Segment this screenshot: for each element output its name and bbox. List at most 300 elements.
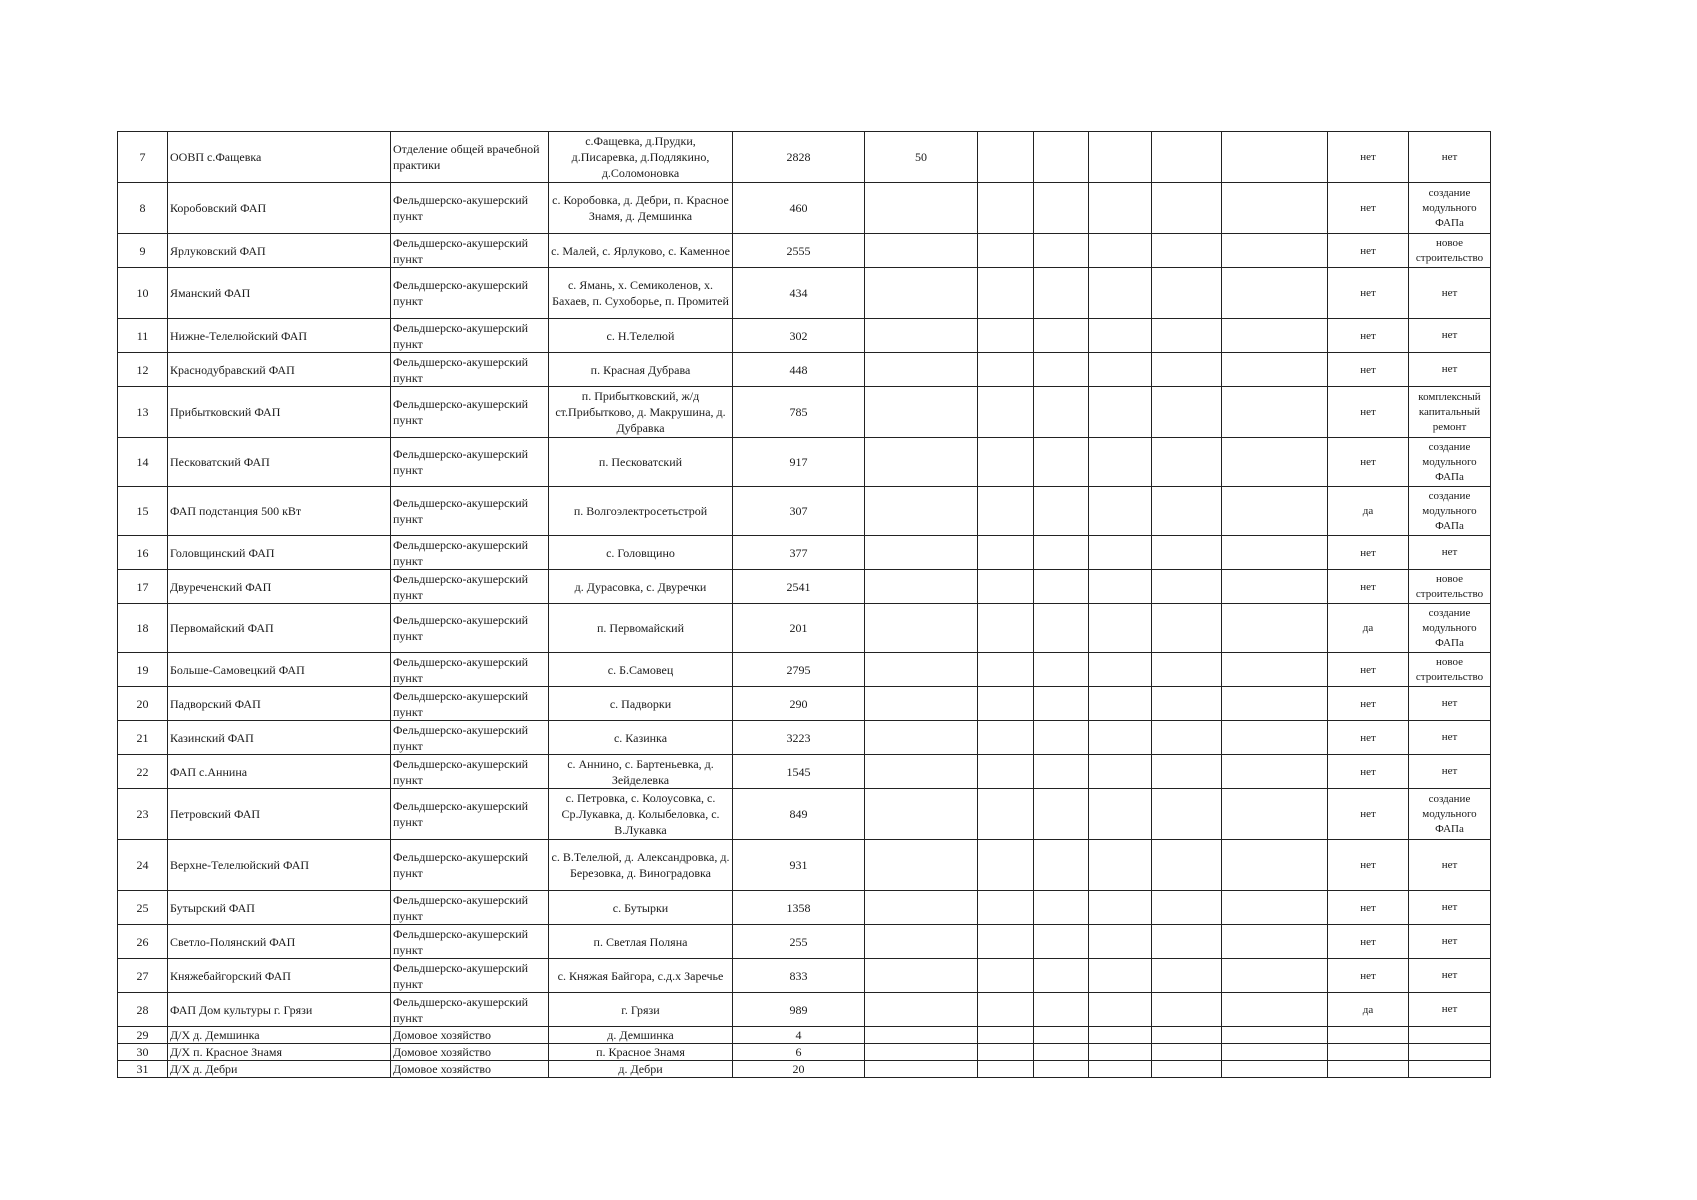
empty-cell [978, 353, 1034, 387]
action-cell: нет [1409, 687, 1491, 721]
empty-cell [978, 687, 1034, 721]
facility-name: Двуреченский ФАП [168, 570, 391, 604]
facility-type: Отделение общей врачебной практики [391, 132, 549, 183]
empty-cell [978, 438, 1034, 487]
empty-cell [1034, 993, 1089, 1027]
empty-cell [978, 959, 1034, 993]
value-cell [865, 570, 978, 604]
empty-cell [1222, 438, 1328, 487]
empty-cell [978, 387, 1034, 438]
empty-cell [1152, 1027, 1222, 1044]
table-row [118, 234, 1491, 268]
empty-cell [1152, 789, 1222, 840]
facility-name: Петровский ФАП [168, 789, 391, 840]
flag-cell: нет [1328, 925, 1409, 959]
served-localities: д. Демшинка [549, 1027, 733, 1044]
facility-type: Фельдшерско-акушерский пункт [391, 687, 549, 721]
population: 833 [733, 959, 865, 993]
table-row [118, 721, 1491, 755]
facility-type: Фельдшерско-акушерский пункт [391, 721, 549, 755]
action-cell: нет [1409, 891, 1491, 925]
facility-name: Первомайский ФАП [168, 604, 391, 653]
empty-cell [978, 1027, 1034, 1044]
served-localities: с. Малей, с. Ярлуково, с. Каменное [549, 234, 733, 268]
row-number: 23 [118, 789, 168, 840]
facilities-table [117, 131, 1491, 1078]
facility-name: Верхне-Телелюйский ФАП [168, 840, 391, 891]
served-localities: п. Первомайский [549, 604, 733, 653]
row-number: 20 [118, 687, 168, 721]
empty-cell [1152, 132, 1222, 183]
empty-cell [1089, 536, 1152, 570]
served-localities: с.Фащевка, д.Прудки, д.Писаревка, д.Подлякино, д.Соломоновка [549, 132, 733, 183]
value-cell [865, 959, 978, 993]
value-cell [865, 268, 978, 319]
facility-name: ФАП подстанция 500 кВт [168, 487, 391, 536]
facility-type: Фельдшерско-акушерский пункт [391, 234, 549, 268]
action-cell: нет [1409, 993, 1491, 1027]
empty-cell [1089, 183, 1152, 234]
action-cell [1409, 1061, 1491, 1078]
row-number: 24 [118, 840, 168, 891]
table-row [118, 925, 1491, 959]
facility-type: Фельдшерско-акушерский пункт [391, 653, 549, 687]
empty-cell [1089, 438, 1152, 487]
table-row [118, 132, 1491, 183]
empty-cell [978, 1061, 1034, 1078]
population: 434 [733, 268, 865, 319]
value-cell [865, 721, 978, 755]
population: 2828 [733, 132, 865, 183]
empty-cell [1222, 721, 1328, 755]
value-cell [865, 1061, 978, 1078]
empty-cell [978, 234, 1034, 268]
empty-cell [1152, 604, 1222, 653]
empty-cell [1222, 183, 1328, 234]
action-cell: нет [1409, 925, 1491, 959]
empty-cell [1152, 755, 1222, 789]
empty-cell [1089, 789, 1152, 840]
empty-cell [1034, 1061, 1089, 1078]
row-number: 22 [118, 755, 168, 789]
flag-cell: да [1328, 487, 1409, 536]
facility-name: ФАП с.Аннина [168, 755, 391, 789]
empty-cell [1222, 353, 1328, 387]
empty-cell [1034, 789, 1089, 840]
empty-cell [1222, 570, 1328, 604]
empty-cell [1034, 891, 1089, 925]
flag-cell: да [1328, 993, 1409, 1027]
row-number: 8 [118, 183, 168, 234]
empty-cell [1152, 653, 1222, 687]
flag-cell: нет [1328, 353, 1409, 387]
facility-type: Фельдшерско-акушерский пункт [391, 536, 549, 570]
value-cell [865, 536, 978, 570]
empty-cell [1034, 755, 1089, 789]
flag-cell: да [1328, 604, 1409, 653]
empty-cell [1152, 840, 1222, 891]
row-number: 16 [118, 536, 168, 570]
table-row [118, 653, 1491, 687]
empty-cell [1152, 536, 1222, 570]
action-cell: нет [1409, 959, 1491, 993]
empty-cell [1089, 319, 1152, 353]
empty-cell [1089, 1061, 1152, 1078]
row-number: 7 [118, 132, 168, 183]
action-cell: создание модульного ФАПа [1409, 604, 1491, 653]
empty-cell [1034, 132, 1089, 183]
empty-cell [1089, 891, 1152, 925]
facility-name: Больше-Самовецкий ФАП [168, 653, 391, 687]
action-cell: нет [1409, 132, 1491, 183]
empty-cell [1222, 789, 1328, 840]
flag-cell: нет [1328, 319, 1409, 353]
empty-cell [1222, 132, 1328, 183]
flag-cell: нет [1328, 570, 1409, 604]
empty-cell [978, 840, 1034, 891]
action-cell: нет [1409, 840, 1491, 891]
table-row [118, 840, 1491, 891]
population: 3223 [733, 721, 865, 755]
empty-cell [1089, 132, 1152, 183]
served-localities: с. Б.Самовец [549, 653, 733, 687]
table-row [118, 387, 1491, 438]
row-number: 10 [118, 268, 168, 319]
empty-cell [1152, 959, 1222, 993]
empty-cell [1089, 234, 1152, 268]
flag-cell: нет [1328, 387, 1409, 438]
empty-cell [1034, 959, 1089, 993]
facility-type: Фельдшерско-акушерский пункт [391, 604, 549, 653]
flag-cell: нет [1328, 789, 1409, 840]
empty-cell [978, 993, 1034, 1027]
empty-cell [1034, 1027, 1089, 1044]
empty-cell [1152, 353, 1222, 387]
empty-cell [1034, 721, 1089, 755]
empty-cell [1222, 1061, 1328, 1078]
facility-name: Падворский ФАП [168, 687, 391, 721]
value-cell [865, 387, 978, 438]
empty-cell [978, 891, 1034, 925]
empty-cell [978, 1044, 1034, 1061]
empty-cell [1034, 1044, 1089, 1061]
table-row [118, 319, 1491, 353]
table-row [118, 353, 1491, 387]
facility-name: Д/Х п. Красное Знамя [168, 1044, 391, 1061]
flag-cell: нет [1328, 840, 1409, 891]
facility-type: Домовое хозяйство [391, 1044, 549, 1061]
empty-cell [1089, 653, 1152, 687]
facility-type: Фельдшерско-акушерский пункт [391, 891, 549, 925]
table-row [118, 891, 1491, 925]
empty-cell [1222, 536, 1328, 570]
facility-name: Прибытковский ФАП [168, 387, 391, 438]
served-localities: д. Дурасовка, с. Двуречки [549, 570, 733, 604]
served-localities: с. Коробовка, д. Дебри, п. Красное Знамя, д. Демшинка [549, 183, 733, 234]
facility-type: Фельдшерско-акушерский пункт [391, 959, 549, 993]
table-row [118, 536, 1491, 570]
empty-cell [1222, 319, 1328, 353]
flag-cell: нет [1328, 959, 1409, 993]
action-cell: создание модульного ФАПа [1409, 438, 1491, 487]
served-localities: с. Бутырки [549, 891, 733, 925]
empty-cell [1089, 993, 1152, 1027]
empty-cell [1034, 353, 1089, 387]
served-localities: п. Светлая Поляна [549, 925, 733, 959]
empty-cell [1089, 840, 1152, 891]
empty-cell [1152, 268, 1222, 319]
empty-cell [1152, 387, 1222, 438]
facility-type: Домовое хозяйство [391, 1061, 549, 1078]
facility-name: ООВП с.Фащевка [168, 132, 391, 183]
empty-cell [1152, 1044, 1222, 1061]
served-localities: с. Княжая Байгора, с.д.х Заречье [549, 959, 733, 993]
facility-type: Фельдшерско-акушерский пункт [391, 353, 549, 387]
empty-cell [1222, 687, 1328, 721]
flag-cell [1328, 1061, 1409, 1078]
table-row [118, 604, 1491, 653]
population: 6 [733, 1044, 865, 1061]
population: 290 [733, 687, 865, 721]
empty-cell [978, 925, 1034, 959]
served-localities: д. Дебри [549, 1061, 733, 1078]
served-localities: с. Н.Телелюй [549, 319, 733, 353]
facility-name: ФАП Дом культуры г. Грязи [168, 993, 391, 1027]
table-body [118, 132, 1491, 1078]
empty-cell [1152, 891, 1222, 925]
table-row [118, 438, 1491, 487]
population: 917 [733, 438, 865, 487]
empty-cell [1152, 438, 1222, 487]
empty-cell [1222, 755, 1328, 789]
facility-name: Светло-Полянский ФАП [168, 925, 391, 959]
value-cell [865, 1027, 978, 1044]
facility-name: Песковатский ФАП [168, 438, 391, 487]
value-cell [865, 353, 978, 387]
row-number: 14 [118, 438, 168, 487]
empty-cell [1152, 1061, 1222, 1078]
empty-cell [1152, 721, 1222, 755]
value-cell [865, 319, 978, 353]
empty-cell [1034, 653, 1089, 687]
value-cell [865, 183, 978, 234]
table-row [118, 1061, 1491, 1078]
table-row [118, 268, 1491, 319]
empty-cell [978, 487, 1034, 536]
facility-type: Фельдшерско-акушерский пункт [391, 925, 549, 959]
facility-type: Фельдшерско-акушерский пункт [391, 268, 549, 319]
facility-type: Фельдшерско-акушерский пункт [391, 755, 549, 789]
facility-type: Фельдшерско-акушерский пункт [391, 789, 549, 840]
empty-cell [1152, 570, 1222, 604]
facility-name: Краснодубравский ФАП [168, 353, 391, 387]
flag-cell: нет [1328, 687, 1409, 721]
action-cell: нет [1409, 755, 1491, 789]
empty-cell [1089, 755, 1152, 789]
population: 377 [733, 536, 865, 570]
value-cell [865, 789, 978, 840]
row-number: 29 [118, 1027, 168, 1044]
empty-cell [1034, 487, 1089, 536]
action-cell: нет [1409, 268, 1491, 319]
facility-type: Фельдшерско-акушерский пункт [391, 183, 549, 234]
empty-cell [1089, 1044, 1152, 1061]
empty-cell [1089, 1027, 1152, 1044]
population: 931 [733, 840, 865, 891]
row-number: 21 [118, 721, 168, 755]
flag-cell: нет [1328, 891, 1409, 925]
population: 785 [733, 387, 865, 438]
served-localities: с. Ямань, х. Семиколенов, х. Бахаев, п. Сухоборье, п. Промитей [549, 268, 733, 319]
value-cell [865, 234, 978, 268]
table-row [118, 487, 1491, 536]
flag-cell [1328, 1044, 1409, 1061]
action-cell [1409, 1044, 1491, 1061]
population: 307 [733, 487, 865, 536]
facility-name: Д/Х д. Дебри [168, 1061, 391, 1078]
facility-name: Нижне-Телелюйский ФАП [168, 319, 391, 353]
facility-name: Коробовский ФАП [168, 183, 391, 234]
served-localities: п. Волгоэлектросетьстрой [549, 487, 733, 536]
table-row [118, 570, 1491, 604]
row-number: 26 [118, 925, 168, 959]
empty-cell [1034, 268, 1089, 319]
flag-cell: нет [1328, 755, 1409, 789]
empty-cell [1089, 387, 1152, 438]
empty-cell [1152, 319, 1222, 353]
served-localities: п. Красная Дубрава [549, 353, 733, 387]
flag-cell: нет [1328, 234, 1409, 268]
row-number: 11 [118, 319, 168, 353]
facility-type: Фельдшерско-акушерский пункт [391, 487, 549, 536]
empty-cell [1222, 268, 1328, 319]
empty-cell [1089, 487, 1152, 536]
action-cell: комплексный капитальный ремонт [1409, 387, 1491, 438]
action-cell: новое строительство [1409, 570, 1491, 604]
empty-cell [1034, 840, 1089, 891]
served-localities: с. Казинка [549, 721, 733, 755]
value-cell [865, 438, 978, 487]
action-cell: нет [1409, 319, 1491, 353]
empty-cell [978, 653, 1034, 687]
population: 448 [733, 353, 865, 387]
row-number: 25 [118, 891, 168, 925]
row-number: 31 [118, 1061, 168, 1078]
value-cell [865, 653, 978, 687]
empty-cell [1222, 604, 1328, 653]
empty-cell [1089, 604, 1152, 653]
served-localities: г. Грязи [549, 993, 733, 1027]
empty-cell [978, 755, 1034, 789]
facility-name: Княжебайгорский ФАП [168, 959, 391, 993]
action-cell: новое строительство [1409, 234, 1491, 268]
empty-cell [978, 789, 1034, 840]
served-localities: с. Головщино [549, 536, 733, 570]
value-cell [865, 925, 978, 959]
value-cell [865, 755, 978, 789]
empty-cell [1089, 687, 1152, 721]
empty-cell [1222, 234, 1328, 268]
empty-cell [1034, 687, 1089, 721]
empty-cell [1089, 959, 1152, 993]
population: 2555 [733, 234, 865, 268]
empty-cell [1222, 1027, 1328, 1044]
served-localities: с. Петровка, с. Колоусовка, с. Ср.Лукавка, д. Колыбеловка, с. В.Лукавка [549, 789, 733, 840]
empty-cell [1222, 993, 1328, 1027]
flag-cell: нет [1328, 653, 1409, 687]
empty-cell [1152, 687, 1222, 721]
population: 201 [733, 604, 865, 653]
facility-type: Фельдшерско-акушерский пункт [391, 387, 549, 438]
action-cell: создание модульного ФАПа [1409, 789, 1491, 840]
row-number: 19 [118, 653, 168, 687]
row-number: 27 [118, 959, 168, 993]
empty-cell [978, 183, 1034, 234]
empty-cell [1222, 840, 1328, 891]
action-cell: создание модульного ФАПа [1409, 183, 1491, 234]
action-cell [1409, 1027, 1491, 1044]
population: 4 [733, 1027, 865, 1044]
empty-cell [1034, 319, 1089, 353]
row-number: 18 [118, 604, 168, 653]
value-cell [865, 1044, 978, 1061]
table-row [118, 183, 1491, 234]
value-cell [865, 993, 978, 1027]
action-cell: нет [1409, 353, 1491, 387]
table-row [118, 959, 1491, 993]
empty-cell [1152, 183, 1222, 234]
empty-cell [1034, 438, 1089, 487]
facility-name: Яманский ФАП [168, 268, 391, 319]
empty-cell [978, 604, 1034, 653]
empty-cell [978, 319, 1034, 353]
population: 255 [733, 925, 865, 959]
facility-type: Фельдшерско-акушерский пункт [391, 438, 549, 487]
value-cell [865, 891, 978, 925]
table-row [118, 1044, 1491, 1061]
empty-cell [978, 536, 1034, 570]
action-cell: новое строительство [1409, 653, 1491, 687]
population: 302 [733, 319, 865, 353]
empty-cell [1034, 604, 1089, 653]
table-row [118, 789, 1491, 840]
empty-cell [1034, 183, 1089, 234]
facility-type: Фельдшерско-акушерский пункт [391, 319, 549, 353]
facility-name: Бутырский ФАП [168, 891, 391, 925]
facility-name: Казинский ФАП [168, 721, 391, 755]
empty-cell [1152, 487, 1222, 536]
flag-cell: нет [1328, 132, 1409, 183]
empty-cell [1034, 387, 1089, 438]
table-row [118, 993, 1491, 1027]
served-localities: с. Аннино, с. Бартеньевка, д. Зейделевка [549, 755, 733, 789]
row-number: 15 [118, 487, 168, 536]
empty-cell [1222, 959, 1328, 993]
row-number: 13 [118, 387, 168, 438]
empty-cell [1222, 387, 1328, 438]
served-localities: п. Прибытковский, ж/д ст.Прибытково, д. Макрушина, д. Дубравка [549, 387, 733, 438]
population: 2795 [733, 653, 865, 687]
empty-cell [1222, 925, 1328, 959]
facility-type: Домовое хозяйство [391, 1027, 549, 1044]
population: 1545 [733, 755, 865, 789]
facility-name: Ярлуковский ФАП [168, 234, 391, 268]
row-number: 28 [118, 993, 168, 1027]
facility-type: Фельдшерско-акушерский пункт [391, 570, 549, 604]
facility-type: Фельдшерско-акушерский пункт [391, 840, 549, 891]
empty-cell [1222, 487, 1328, 536]
facility-type: Фельдшерско-акушерский пункт [391, 993, 549, 1027]
